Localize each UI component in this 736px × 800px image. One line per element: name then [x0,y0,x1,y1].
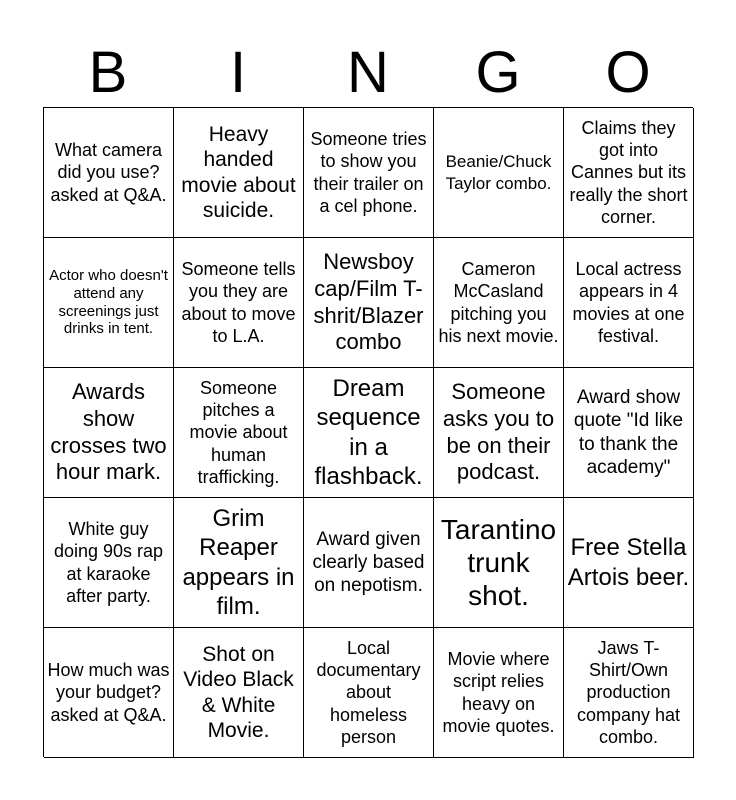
bingo-cell[interactable] [304,238,434,368]
bingo-cell[interactable] [434,498,564,628]
bingo-cell[interactable] [174,498,304,628]
cell-text: Beanie/Chuck Taylor combo. [445,152,552,193]
bingo-cell[interactable] [44,628,174,758]
bingo-cell[interactable] [174,368,304,498]
cell-text: Award given clearly based on nepotism. [312,528,425,597]
bingo-cell[interactable] [44,368,174,498]
bingo-cell[interactable] [304,498,434,628]
bingo-cell[interactable] [174,108,304,238]
cell-text: Someone asks you to be on their podcast. [442,378,555,485]
header-letter-g: G [475,40,521,105]
cell-text: White guy doing 90s rap at karaoke after party. [53,518,164,606]
cell-text: Movie where script relies heavy on movie quotes. [442,648,555,736]
bingo-cell[interactable] [564,628,694,758]
cell-text: Grim Reaper appears in film. [182,504,295,620]
header-letter-o: O [605,40,651,105]
bingo-cell[interactable] [564,238,694,368]
cell-text: Claims they got into Cannes but its really the short corner. [569,117,688,227]
bingo-cell[interactable] [434,368,564,498]
header-letter-i: I [229,40,247,105]
bingo-cell[interactable] [564,368,694,498]
cell-text: What camera did you use? asked at Q&A. [50,140,167,205]
bingo-cell[interactable] [174,238,304,368]
bingo-cell[interactable] [44,238,174,368]
cell-text: Jaws T-Shirt/Own production company hat combo. [576,637,681,747]
cell-text: Tarantino trunk shot. [440,513,557,612]
cell-text: Someone pitches a movie about human trafficking. [189,377,288,487]
bingo-cell[interactable] [434,238,564,368]
bingo-cell[interactable] [174,628,304,758]
bingo-cell[interactable] [44,498,174,628]
cell-text: Someone tells you they are about to move to L.A. [181,258,296,346]
cell-text: Awards show crosses two hour mark. [50,378,167,485]
bingo-cell[interactable] [564,498,694,628]
bingo-cell[interactable] [564,108,694,238]
bingo-card-grid [43,107,693,757]
cell-text: Local actress appears in 4 movies at one festival. [572,258,685,346]
cell-text: Shot on Video Black & White Movie. [183,643,294,742]
cell-text: Actor who doesn't attend any screenings just drinks in tent. [49,267,168,338]
header-letter-n: N [347,40,389,105]
cell-text: Dream sequence in a flashback. [314,374,423,490]
bingo-header [43,38,693,108]
cell-text: How much was your budget? asked at Q&A. [47,660,170,725]
cell-text: Someone tries to show you their trailer on a cel phone. [310,128,427,216]
cell-text: Newsboy cap/Film T-shrit/Blazer combo [313,248,424,355]
cell-text: Cameron McCasland pitching you his next movie. [438,258,559,346]
bingo-cell[interactable] [44,108,174,238]
cell-text: Local documentary about homeless person [316,637,421,747]
cell-text: Free Stella Artois beer. [567,534,690,591]
bingo-cell[interactable] [304,368,434,498]
bingo-cell[interactable] [434,628,564,758]
bingo-cell[interactable] [304,628,434,758]
bingo-cell[interactable] [434,108,564,238]
cell-text: Heavy handed movie about suicide. [181,123,296,222]
header-letter-b: B [88,40,128,105]
cell-text: Award show quote "Id like to thank the academy" [573,387,684,478]
bingo-cell[interactable] [304,108,434,238]
